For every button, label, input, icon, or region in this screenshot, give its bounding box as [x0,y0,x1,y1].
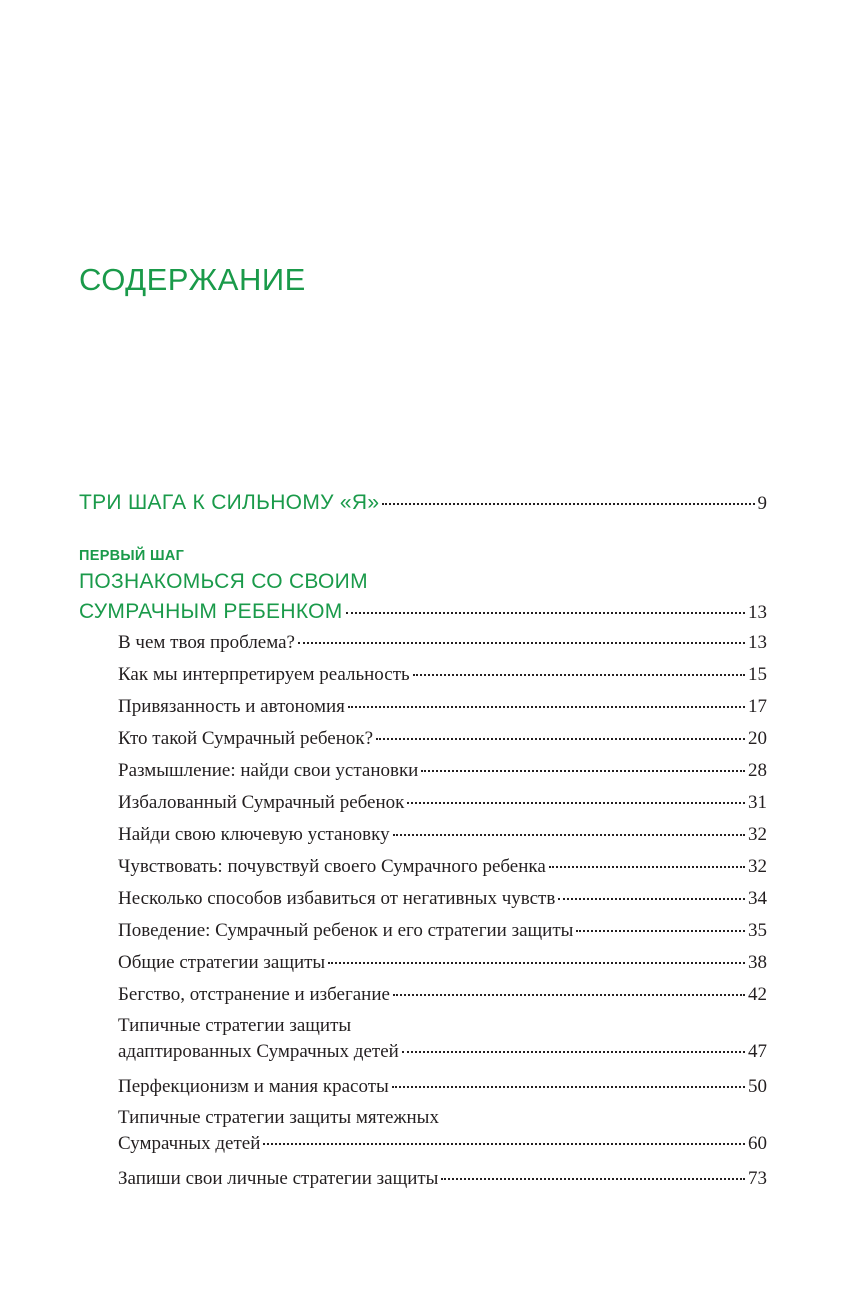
toc-entry-title: Избалованный Сумрачный ребенок [118,792,405,813]
dot-leader [348,706,745,708]
dot-leader [382,503,754,505]
toc-entry[interactable] [118,915,767,947]
dot-leader [413,674,745,676]
toc-entry-title-line2: адаптированных Сумрачных детей [118,1041,399,1062]
toc-entry-title: Перфекционизм и мания красоты [118,1076,389,1097]
toc-entry-title-line1: Типичные стратегии защиты мятежных [118,1107,439,1128]
toc-intro-page: 9 [757,493,767,514]
toc-entry-title: Размышление: найди свои установки [118,760,419,781]
dot-leader [576,930,745,932]
toc-entry[interactable] [118,947,767,979]
toc-entry-page: 35 [748,920,767,941]
toc-entry-title: Несколько способов избавиться от негативных чувств [118,888,556,909]
dot-leader [441,1178,745,1180]
toc-entry-page: 42 [748,984,767,1005]
dot-leader [263,1143,745,1145]
toc-entry-title: В чем твоя проблема? [118,632,295,653]
toc-entry-page: 47 [748,1041,767,1062]
toc-entry-page: 31 [748,792,767,813]
dot-leader [346,612,745,614]
toc-entry-page: 32 [748,824,767,845]
toc-entry-title-line1: Типичные стратегии защиты [118,1015,352,1036]
toc-entry[interactable] [118,787,767,819]
toc-entry-title: Общие стратегии защиты [118,952,326,973]
toc-entry-page: 28 [748,760,767,781]
toc-entry[interactable] [118,851,767,883]
toc-entry[interactable] [118,691,767,723]
toc-entry-title: Чувствовать: почувствуй своего Сумрачного ребенка [118,856,546,877]
toc-entry[interactable] [118,723,767,755]
toc-entry-rebel[interactable] [118,1103,767,1157]
dot-leader [558,898,745,900]
toc-entry[interactable] [118,1071,767,1103]
toc-entry-title: Найди свою ключевую установку [118,824,390,845]
part1-title-line2: СУМРАЧНЫМ РЕБЕНКОМ [79,600,343,623]
toc-entry[interactable] [118,1163,767,1195]
toc-entry[interactable] [118,627,767,659]
toc-entry-page: 15 [748,664,767,685]
toc-entry-title: Как мы интерпретируем реальность [118,664,410,685]
toc-intro-title: ТРИ ШАГА К СИЛЬНОМУ «Я» [79,491,380,514]
toc-entry-page: 34 [748,888,767,909]
dot-leader [393,834,745,836]
toc-entry-page: 17 [748,696,767,717]
toc-entry[interactable] [118,819,767,851]
toc-entry-adapted[interactable] [118,1011,767,1065]
toc-entry[interactable] [118,755,767,787]
toc-entry-page: 13 [748,632,767,653]
dot-leader [421,770,745,772]
toc-entry-page: 50 [748,1076,767,1097]
dot-leader [393,994,745,996]
part1-page: 13 [748,602,767,623]
toc-entry-page: 20 [748,728,767,749]
toc-entry-page: 32 [748,856,767,877]
dot-leader [298,642,745,644]
toc-entry-page: 38 [748,952,767,973]
toc-entry[interactable] [118,883,767,915]
toc-entry-title: Запиши свои личные стратегии защиты [118,1168,439,1189]
part1-title-line1: ПОЗНАКОМЬСЯ СО СВОИМ [79,570,368,593]
part1-label: ПЕРВЫЙ ШАГ [79,548,185,564]
toc-entry[interactable] [118,659,767,691]
toc-entry[interactable] [118,979,767,1011]
table-of-contents [79,488,767,1195]
dot-leader [376,738,745,740]
part1-title-entry[interactable] [79,597,767,627]
toc-entry-page: 73 [748,1168,767,1189]
toc-entry-title: Бегство, отстранение и избегание [118,984,390,1005]
toc-entry-title: Кто такой Сумрачный ребенок? [118,728,374,749]
toc-entry-title: Привязанность и автономия [118,696,345,717]
dot-leader [407,802,745,804]
dot-leader [328,962,745,964]
part1-entries [118,627,767,1195]
toc-entry-title-line2: Сумрачных детей [118,1133,261,1154]
dot-leader [549,866,745,868]
dot-leader [392,1086,745,1088]
dot-leader [402,1051,745,1053]
toc-entry-title: Поведение: Сумрачный ребенок и его стратегии защиты [118,920,574,941]
toc-intro-entry[interactable] [79,488,767,518]
page-title: СОДЕРЖАНИЕ [79,262,306,297]
toc-entry-page: 60 [748,1133,767,1154]
